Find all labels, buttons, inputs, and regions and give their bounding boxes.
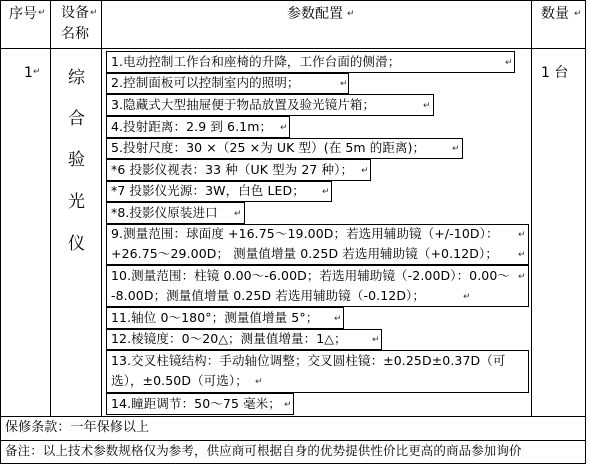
header-name-line2: 名称 xyxy=(61,26,89,42)
param-line: +26.75～29.00D； 测量值增量 0.25D 若选用辅助镜（+0.12D）； xyxy=(111,246,498,261)
param-line: 14.瞳距调节：50～75 毫米； xyxy=(111,396,281,411)
col-divider-3 xyxy=(531,0,532,416)
warranty-divider xyxy=(0,416,586,417)
param-line: 13.交叉柱镜结构：手动轴位调整；交叉圆柱镜：±0.25D±0.37D（可 xyxy=(111,353,506,368)
row-qty: 1 台 xyxy=(541,65,569,81)
device-name-char: 仪 xyxy=(68,234,85,254)
paragraph-mark: ↵ xyxy=(505,58,513,68)
paragraph-mark: ↵ xyxy=(518,272,526,282)
param-line: 11.轴位 0～180°；测量值增量 5°； xyxy=(111,310,319,325)
header-divider xyxy=(0,48,586,49)
param-line: -8.00D；测量值增量 0.25D 若选用辅助镜（-0.12D）； xyxy=(111,288,425,303)
param-line: 3.隐藏式大型抽屉便于物品放置及验光镜片箱； xyxy=(111,97,376,112)
device-name-char: 验 xyxy=(68,150,85,170)
header-params: 参数配置 xyxy=(287,6,343,22)
warranty-text: 保修条款：一年保修以上 xyxy=(5,420,150,435)
param-line: 2.控制面板可以控制室内的照明； xyxy=(111,75,300,90)
row-index: 1 xyxy=(24,65,33,81)
col-divider-1 xyxy=(50,0,51,416)
paragraph-mark: ↵ xyxy=(347,9,355,19)
paragraph-mark: ↵ xyxy=(334,314,342,324)
table-border-top xyxy=(0,0,586,1)
table-border-left xyxy=(0,0,1,464)
paragraph-mark: ↵ xyxy=(340,79,348,89)
paragraph-mark: ↵ xyxy=(423,101,431,111)
note-divider xyxy=(0,440,586,441)
device-name-char: 合 xyxy=(68,109,85,129)
param-line: 4.投射距离：2.9 到 6.1m； xyxy=(111,119,273,134)
param-line: 12.棱镜度：0～20△；测量值增量：1△； xyxy=(111,331,347,346)
param-line: *6 投影仪视表：33 种（UK 型为 27 种）； xyxy=(111,162,354,177)
param-line: *8.投影仪原装进口 xyxy=(111,205,218,220)
note-text: 备注：以上技术参数规格仅为参考，供应商可根据自身的优势提供性价比更高的商品参加询价 xyxy=(5,443,522,458)
param-line: 10.测量范围：柱镜 0.00～-6.00D；若选用辅助镜（-2.00D）：0.00～ xyxy=(111,268,511,283)
paragraph-mark: ↵ xyxy=(322,187,330,197)
paragraph-mark: ↵ xyxy=(361,166,369,176)
paragraph-mark: ↵ xyxy=(90,8,98,18)
param-line: 1.电动控制工作台和座椅的升降，工作台面的侧滑； xyxy=(111,54,401,69)
paragraph-mark: ↵ xyxy=(234,209,242,219)
device-name-char: 光 xyxy=(68,192,85,212)
header-index: 序号 xyxy=(9,6,37,22)
paragraph-mark: ↵ xyxy=(372,335,380,345)
paragraph-mark: ↵ xyxy=(33,67,41,77)
paragraph-mark: ↵ xyxy=(518,230,526,240)
param-line: 5.投射尺度：30 ×（25 ×为 UK 型）(在 5m 的距离)； xyxy=(111,140,426,155)
paragraph-mark: ↵ xyxy=(463,292,471,302)
paragraph-mark: ↵ xyxy=(574,9,582,19)
param-line: 选），±0.50D（可选）； xyxy=(111,373,248,388)
paragraph-mark: ↵ xyxy=(284,400,292,410)
table-border-right xyxy=(585,0,586,464)
paragraph-mark: ↵ xyxy=(452,144,460,154)
col-divider-2 xyxy=(101,0,102,416)
param-line: 9.测量范围：球面度 +16.75～19.00D；若选用辅助镜（+/-10D）： xyxy=(111,226,499,241)
header-qty: 数量 xyxy=(541,6,569,22)
header-name-line1: 设备 xyxy=(61,5,89,21)
param-line: *7 投影仪光源：3W，白色 LED； xyxy=(111,183,305,198)
paragraph-mark: ↵ xyxy=(38,8,46,18)
paragraph-mark: ↵ xyxy=(518,250,526,260)
paragraph-mark: ↵ xyxy=(255,377,263,387)
paragraph-mark: ↵ xyxy=(280,123,288,133)
device-name-char: 综 xyxy=(68,68,85,88)
